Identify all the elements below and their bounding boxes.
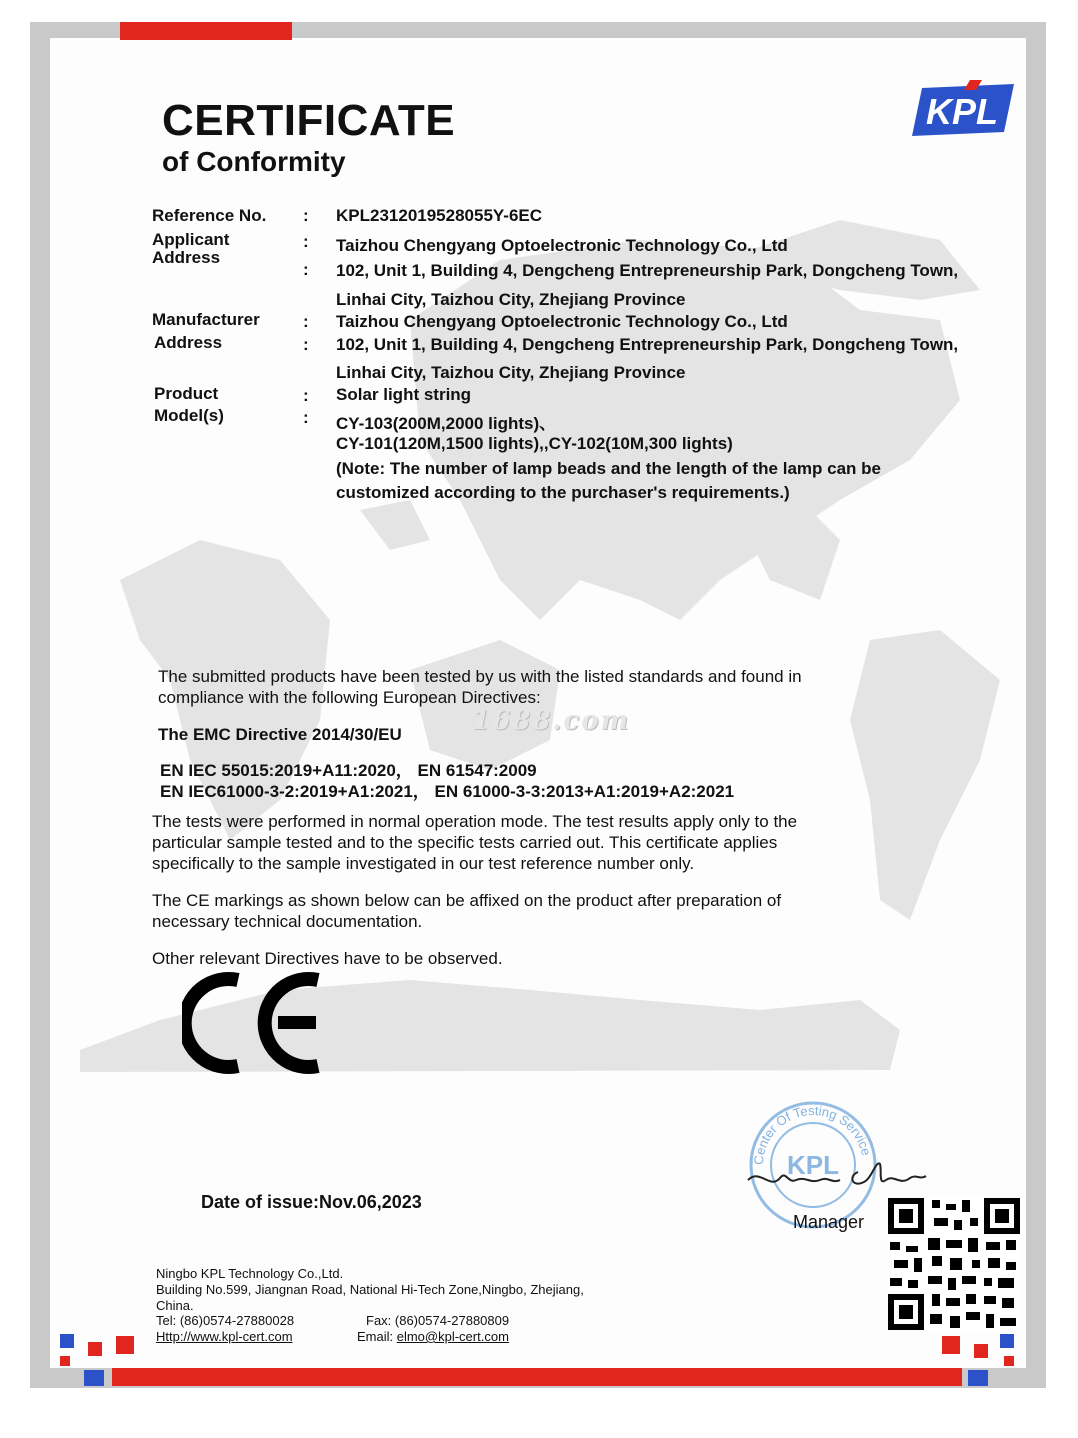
intro-line1: The submitted products have been tested by us with the listed standards and found in <box>158 667 802 686</box>
email-label: Email: <box>357 1329 397 1344</box>
directive: The EMC Directive 2014/30/EU <box>158 725 402 744</box>
ce-line1: The CE markings as shown below can be affixed on the product after preparation of <box>152 891 782 910</box>
kpl-logo <box>912 80 1014 140</box>
intro-text <box>158 666 802 708</box>
top-red-bar <box>120 22 292 40</box>
ce-line2: necessary technical documentation. <box>152 912 423 931</box>
colon: : <box>303 312 309 331</box>
colon: : <box>303 335 309 354</box>
corner-square <box>1000 1334 1014 1348</box>
corner-square <box>968 1370 988 1386</box>
intro-line2: compliance with the following European Directives: <box>158 688 541 707</box>
date-of-issue: Date of issue:Nov.06,2023 <box>201 1192 422 1212</box>
footer-address-line1: Building No.599, Jiangnan Road, National Hi-Tech Zone,Ningbo, Zhejiang, <box>156 1282 584 1297</box>
standards <box>160 760 734 802</box>
manufacturer-address-line2: Linhai City, Taizhou City, Zhejiang Province <box>336 363 686 382</box>
product-label: Product <box>154 384 219 403</box>
corner-square <box>88 1342 102 1356</box>
ce-mark-icon <box>182 970 332 1076</box>
corner-square <box>60 1356 70 1366</box>
models-line1: CY-103(200M,2000 lights)、 <box>336 414 557 433</box>
standards-line2: EN IEC61000-3-2:2019+A1:2021， EN 61000-3-3:2013+A1:2019+A2:2021 <box>160 782 735 801</box>
tests-line2: particular sample tested and to the specific tests carried out. This certificate applies <box>152 833 778 852</box>
applicant-label: Applicant <box>152 230 230 249</box>
tests-text <box>152 811 797 874</box>
colon: : <box>303 232 309 251</box>
manufacturer-value: Taizhou Chengyang Optoelectronic Technology Co., Ltd <box>336 312 788 331</box>
corner-square <box>60 1334 74 1348</box>
colon: : <box>303 206 309 225</box>
manufacturer-address-label: Address <box>154 333 223 352</box>
tests-line3: specifically to the sample investigated in our test reference number only. <box>152 854 695 873</box>
manager-title: Manager <box>793 1212 865 1232</box>
reference-label: Reference No. <box>152 206 267 225</box>
footer-fax: Fax: (86)0574-27880809 <box>366 1313 510 1328</box>
manufacturer-address-line1: 102, Unit 1, Building 4, Dengcheng Entrepreneurship Park, Dongcheng Town, <box>336 335 959 354</box>
colon: : <box>303 408 309 427</box>
colon: : <box>303 386 309 405</box>
corner-square <box>942 1336 960 1354</box>
applicant-address-line1: 102, Unit 1, Building 4, Dengcheng Entrepreneurship Park, Dongcheng Town, <box>336 261 959 280</box>
applicant-value: Taizhou Chengyang Optoelectronic Technology Co., Ltd <box>336 236 788 255</box>
tests-line1: The tests were performed in normal operation mode. The test results apply only to the <box>152 812 798 831</box>
bottom-red-bar <box>112 1368 962 1386</box>
logo-text: KPL <box>926 91 998 132</box>
models-label: Model(s) <box>154 406 224 425</box>
corner-square <box>974 1344 988 1358</box>
applicant-address-line2: Linhai City, Taizhou City, Zhejiang Province <box>336 290 686 309</box>
stamp-logo: KPL <box>787 1150 839 1180</box>
manufacturer-label: Manufacturer <box>152 310 260 329</box>
email-link[interactable]: elmo@kpl-cert.com <box>396 1329 509 1344</box>
qr-code-icon <box>888 1198 1020 1330</box>
ce-text <box>152 890 781 932</box>
watermark: 1688.com <box>472 706 631 736</box>
product-value: Solar light string <box>336 385 472 404</box>
footer-address-line2: China. <box>156 1298 194 1313</box>
reference-value: KPL2312019528055Y-6EC <box>336 206 543 225</box>
other-directives: Other relevant Directives have to be observed. <box>152 949 503 968</box>
certificate-subtitle: of Conformity <box>162 146 346 177</box>
footer-company: Ningbo KPL Technology Co.,Ltd. <box>156 1266 344 1281</box>
stamp-text: Center Of Testing Service <box>750 1102 875 1166</box>
note-line1: (Note: The number of lamp beads and the length of the lamp can be <box>336 459 881 478</box>
models-line2: CY-101(120M,1500 lights),,CY-102(10M,300 lights) <box>336 434 733 453</box>
certificate-title: CERTIFICATE <box>162 96 456 145</box>
footer-tel: Tel: (86)0574-27880028 <box>156 1313 295 1328</box>
colon: : <box>303 260 309 279</box>
applicant-address-label: Address <box>152 248 221 267</box>
signature-icon <box>740 1150 930 1200</box>
note-line2: customized according to the purchaser's requirements.) <box>336 483 790 502</box>
corner-square <box>84 1370 104 1386</box>
corner-square <box>1004 1356 1014 1366</box>
standards-line1: EN IEC 55015:2019+A11:2020， EN 61547:2009 <box>160 761 537 780</box>
footer-email <box>357 1329 509 1344</box>
footer-website-link[interactable]: Http://www.kpl-cert.com <box>156 1329 293 1344</box>
corner-square <box>116 1336 134 1354</box>
